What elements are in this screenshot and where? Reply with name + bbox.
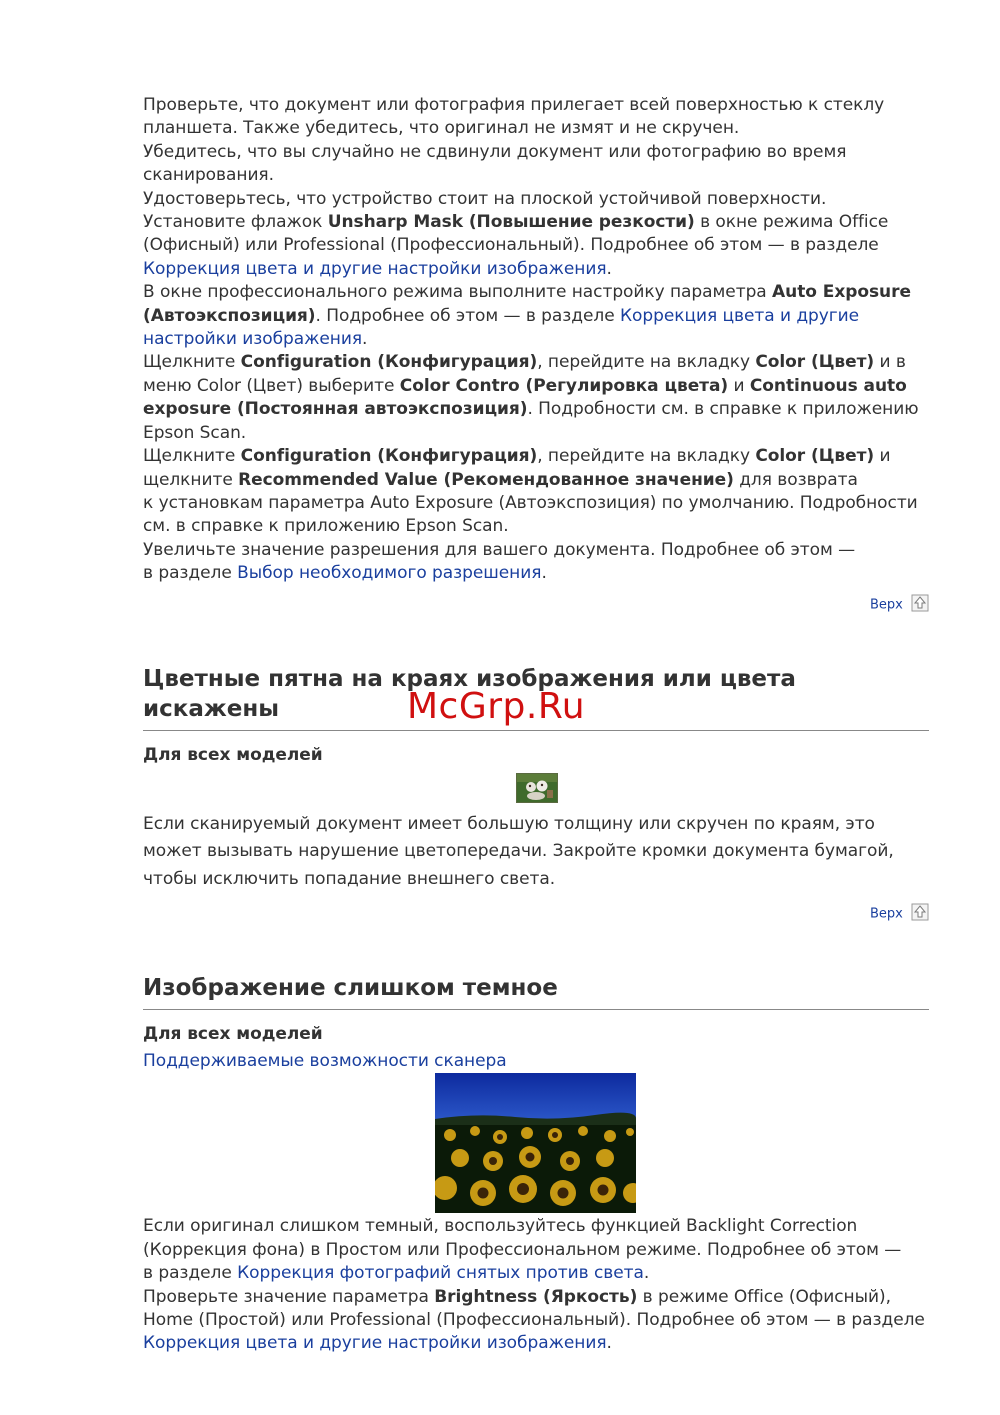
text: В окне профессионального режима выполните настройку параметра: [143, 282, 773, 303]
text-line: [143, 1286, 929, 1309]
text-line: [143, 492, 929, 515]
section-heading: Изображение слишком темное: [143, 973, 929, 1010]
text: для возврата: [733, 469, 858, 490]
text-line: [143, 422, 929, 445]
back-to-top-row: [143, 594, 929, 616]
text-line: [143, 1050, 929, 1073]
bold-term: Unsharp Mask (Повышение резкости): [327, 212, 695, 233]
text: сканирования.: [143, 165, 274, 186]
bold-term: Brightness (Яркость): [434, 1286, 638, 1307]
text: и: [874, 446, 891, 467]
text: Убедитесь, что вы случайно не сдвинули документ или фотографию во время: [143, 141, 847, 162]
text: (Офисный) или Professional (Профессиональный). Подробнее об этом — в разделе: [143, 235, 879, 256]
text-line: [143, 258, 929, 281]
text: (Коррекция фона) в Простом или Профессиональном режиме. Подробнее об этом —: [143, 1239, 902, 1260]
models-label: Для всех моделей: [143, 1024, 323, 1045]
text-line: [143, 1239, 929, 1262]
text: к установкам параметра Auto Exposure (Автоэкспозиция) по умолчанию. Подробности: [143, 492, 918, 513]
text: Если сканируемый документ имеет большую толщину или скручен по краям, это: [143, 813, 875, 834]
text-line: [143, 445, 929, 468]
text-line: [143, 188, 929, 211]
text: Щелкните: [143, 352, 241, 373]
section-heading: Цветные пятна на краях изображения или цвета искажены: [143, 664, 929, 731]
text-line: [143, 562, 929, 585]
text-line: [143, 866, 929, 894]
text: Щелкните: [143, 446, 241, 467]
color-correction-link-part1[interactable]: Коррекция цвета и другие: [619, 305, 860, 326]
text: .: [362, 329, 368, 350]
text-line: [143, 398, 929, 421]
bold-term: Color (Цвет): [755, 446, 875, 467]
text: и в: [874, 352, 906, 373]
text: Проверьте, что документ или фотография прилегает всей поверхностью к стеклу: [143, 95, 885, 115]
bold-term: Color Contro (Регулировка цвета): [399, 375, 729, 396]
text: , перейдите на вкладку: [537, 446, 756, 467]
bold-term: Color (Цвет): [755, 352, 875, 373]
text: Если оригинал слишком темный, воспользуйтесь функцией Backlight Correction: [143, 1216, 858, 1237]
scanner-features-link[interactable]: Поддерживаемые возможности сканера: [143, 1051, 507, 1072]
text-line: [143, 234, 929, 257]
bold-term: Configuration (Конфигурация): [240, 352, 538, 373]
text-line: [143, 164, 929, 187]
text-line: [143, 515, 929, 538]
text-line: [143, 539, 929, 562]
back-to-top-link[interactable]: Верх: [869, 597, 903, 613]
bold-term: Recommended Value (Рекомендованное значение): [238, 469, 734, 490]
models-label: Для всех моделей: [143, 744, 323, 765]
text: в режиме Office (Офисный),: [637, 1286, 891, 1307]
text-line: [143, 811, 929, 839]
text-line: [143, 211, 929, 234]
text-line: [143, 1215, 929, 1238]
text: планшета. Также убедитесь, что оригинал не измят и не скручен.: [143, 118, 740, 139]
text-line: [143, 94, 929, 117]
color-correction-link-part2[interactable]: настройки изображения: [143, 329, 363, 350]
troubleshoot-steps: [143, 94, 929, 586]
text-line: [143, 351, 929, 374]
sunflower-photo-icon: [435, 1073, 636, 1213]
text: , перейдите на вкладку: [537, 352, 756, 373]
back-to-top-row: [143, 903, 929, 925]
text: Home (Простой) или Professional (Профессиональный). Подробнее об этом — в разделе: [143, 1310, 925, 1331]
text: . Подробнее об этом — в разделе: [315, 305, 620, 326]
text: щелкните: [143, 469, 239, 490]
bold-term: exposure (Постоянная автоэкспозиция): [143, 399, 528, 420]
text: Проверьте значение параметра: [143, 1286, 435, 1307]
arrow-up-icon[interactable]: [911, 594, 929, 616]
text: Epson Scan.: [143, 422, 247, 443]
photo-thumbnail-icon: [516, 773, 558, 803]
text: .: [541, 563, 547, 584]
bold-term: Auto Exposure: [772, 282, 911, 303]
text: Установите флажок: [143, 212, 328, 233]
text: .: [606, 258, 612, 279]
text-line: [143, 1262, 929, 1285]
text-line: [143, 1309, 929, 1332]
text: и: [728, 375, 750, 396]
text: Удостоверьтесь, что устройство стоит на плоской устойчивой поверхности.: [143, 188, 827, 209]
bold-term: Configuration (Конфигурация): [240, 446, 538, 467]
backlight-correction-link[interactable]: Коррекция фотографий снятых против света: [237, 1263, 644, 1284]
text-line: [143, 305, 929, 328]
text-line: [143, 328, 929, 351]
text: см. в справке к приложению Epson Scan.: [143, 516, 509, 537]
text: в разделе: [143, 1263, 238, 1284]
back-to-top-link[interactable]: Верх: [869, 906, 903, 922]
color-correction-link[interactable]: Коррекция цвета и другие настройки изображения: [143, 1333, 607, 1354]
text: чтобы исключить попадание внешнего света.: [143, 868, 556, 889]
section-image-too-dark: [143, 973, 929, 1356]
color-correction-link[interactable]: Коррекция цвета и другие настройки изображения: [143, 258, 607, 279]
text-line: [143, 117, 929, 140]
watermark: McGrp.Ru: [407, 686, 586, 727]
text: в окне режима Office: [694, 212, 889, 233]
text: .: [643, 1263, 650, 1284]
text-line: [143, 281, 929, 304]
text-line: [143, 375, 929, 398]
text-line: [143, 1332, 929, 1355]
text: Увеличьте значение разрешения для вашего документа. Подробнее об этом —: [143, 539, 856, 560]
text: меню Color (Цвет) выберите: [143, 375, 400, 396]
text-line: [143, 838, 929, 866]
text: может вызывать нарушение цветопередачи. Закройте кромки документа бумагой,: [143, 841, 894, 862]
text-line: [143, 469, 929, 492]
text: .: [606, 1333, 612, 1354]
bold-term: (Автоэкспозиция): [143, 305, 316, 326]
text: в разделе: [143, 563, 238, 584]
bold-term: Continuous auto: [749, 375, 907, 396]
resolution-link[interactable]: Выбор необходимого разрешения: [237, 563, 542, 584]
text: . Подробности см. в справке к приложению: [527, 399, 919, 420]
text-line: [143, 141, 929, 164]
arrow-up-icon[interactable]: [911, 903, 929, 925]
